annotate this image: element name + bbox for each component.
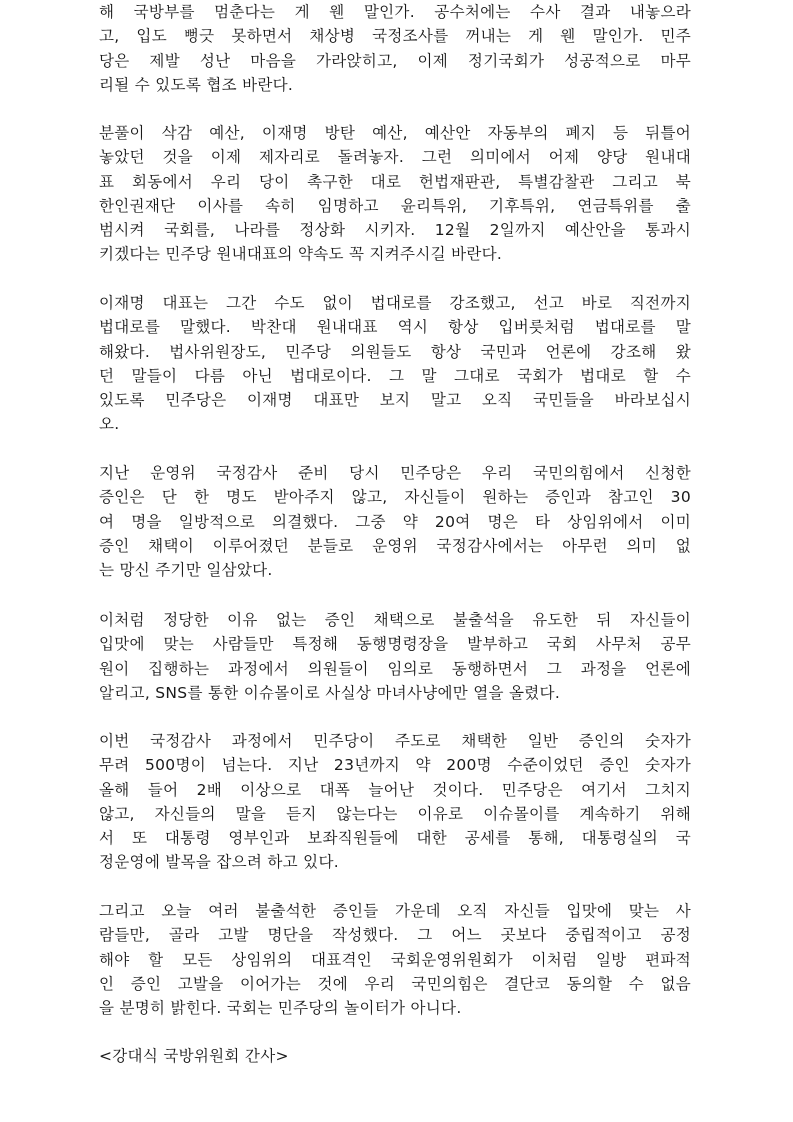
text-line: 증인은 단 한 명도 받아주지 않고, 자신들이 원하는 증인과 참고인 30 — [99, 488, 691, 507]
paragraph-2 — [99, 121, 691, 267]
text-line: 입맛에 맞는 사람들만 특정해 동행명령장을 발부하고 국회 사무처 공무 — [99, 635, 691, 654]
text-line: 이처럼 정당한 이유 없는 증인 채택으로 불출석을 유도한 뒤 자신들이 — [99, 611, 691, 629]
text-line: 지난 운영위 국정감사 준비 당시 민주당은 우리 국민의힘에서 신청한 — [99, 464, 691, 482]
text-line: 증인 채택이 이루어졌던 분들로 운영위 국정감사에서는 아무런 의미 없 — [99, 536, 691, 555]
paragraph-3 — [99, 291, 691, 437]
text-line: 올해 들어 2배 이상으로 대폭 늘어난 것이다. 민주당은 여기서 그치지 — [99, 780, 691, 799]
text-line: 이재명 대표는 그간 수도 없이 법대로를 강조했고, 선고 바로 직전까지 — [99, 294, 691, 312]
text-line: 리될 수 있도록 협조 바란다. — [99, 75, 294, 94]
text-line: 서 또 대통령 영부인과 보좌직원들에 대한 공세를 통해, 대통령실의 국 — [99, 829, 691, 848]
text-line: 무려 500명이 넘는다. 지난 23년까지 약 200명 수준이었던 증인 숫자가 — [99, 756, 691, 775]
text-line: 던 말들이 다름 아닌 법대로이다. 그 말 그대로 국회가 법대로 할 수 — [99, 366, 691, 385]
signature: <강대식 국방위원회 간사> — [99, 1047, 289, 1065]
paragraph-1 — [99, 0, 691, 97]
text-line: 인 증인 고발을 이어가는 것에 우리 국민의힘은 결단코 동의할 수 없음 — [99, 974, 691, 993]
text-line: 여 명을 일방적으로 의결했다. 그중 약 20여 명은 타 상임위에서 이미 — [99, 512, 691, 531]
text-line: 람들만, 골라 고발 명단을 작성했다. 그 어느 곳보다 중립적이고 공정 — [99, 926, 691, 945]
text-line: 그리고 오늘 여러 불출석한 증인들 가운데 오직 자신들 입맛에 맞는 사 — [99, 902, 691, 920]
text-line: 이번 국정감사 과정에서 민주당이 주도로 채택한 일반 증인의 숫자가 — [99, 732, 691, 750]
paragraph-6 — [99, 729, 691, 875]
text-line: 법대로를 말했다. 박찬대 원내대표 역시 항상 입버릇처럼 법대로를 말 — [99, 318, 691, 337]
text-line: 알리고, SNS를 통한 이슈몰이로 사실상 마녀사냥에만 열을 올렸다. — [99, 683, 561, 702]
text-line: 분풀이 삭감 예산, 이재명 방탄 예산, 예산안 자동부의 폐지 등 뒤틀어 — [99, 124, 691, 142]
text-line: 해야 할 모든 상임위의 대표격인 국회운영위원회가 이처럼 일방 편파적 — [99, 950, 691, 969]
text-line: 표 회동에서 우리 당이 촉구한 대로 헌법재판관, 특별감찰관 그리고 북 — [99, 172, 691, 191]
text-line: 놓았던 것을 이제 제자리로 돌려놓자. 그런 의미에서 어제 양당 원내대 — [99, 148, 691, 167]
text-line: 범시켜 국회를, 나라를 정상화 시키자. 12월 2일까지 예산안을 통과시 — [99, 221, 691, 240]
text-line: 을 분명히 밝힌다. 국회는 민주당의 놀이터가 아니다. — [99, 999, 462, 1018]
text-line: 있도록 민주당은 이재명 대표만 보지 말고 오직 국민들을 바라보십시 — [99, 391, 691, 410]
paragraph-7 — [99, 899, 691, 1020]
text-line: 키겠다는 민주당 원내대표의 약속도 꼭 지켜주시길 바란다. — [99, 245, 503, 264]
paragraph-4 — [99, 461, 691, 582]
text-line: 않고, 자신들의 말을 듣지 않는다는 이유로 이슈몰이를 계속하기 위해 — [99, 804, 691, 823]
text-line: 는 망신 주기만 일삼았다. — [99, 561, 273, 580]
text-line: 정운영에 발목을 잡으려 하고 있다. — [99, 853, 339, 872]
text-line: 해왔다. 법사위원장도, 민주당 의원들도 항상 국민과 언론에 강조해 왔 — [99, 342, 691, 361]
text-line: 오. — [99, 415, 120, 434]
text-line: 한인권재단 이사를 속히 임명하고 윤리특위, 기후특위, 연금특위를 출 — [99, 196, 691, 215]
text-line: 원이 집행하는 과정에서 의원들이 임의로 동행하면서 그 과정을 언론에 — [99, 659, 691, 678]
text-line: 당은 제발 성난 마음을 가라앉히고, 이제 정기국회가 성공적으로 마무 — [99, 51, 691, 70]
text-line: 고, 입도 뻥긋 못하면서 채상병 국정조사를 꺼내는 게 웬 말인가. 민주 — [99, 27, 691, 46]
text-line: 해 국방부를 멈춘다는 게 웬 말인가. 공수처에는 수사 결과 내놓으라 — [99, 3, 691, 21]
paragraph-5 — [99, 608, 691, 705]
